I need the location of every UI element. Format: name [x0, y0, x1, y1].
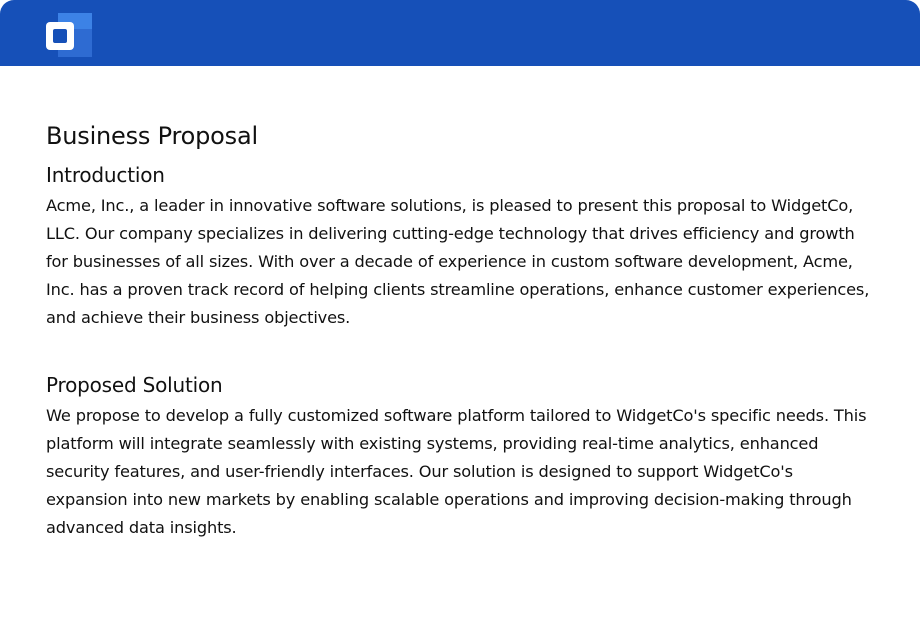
- document-body: [46, 120, 876, 542]
- app-header: [0, 0, 920, 66]
- section-proposed-solution: [46, 370, 876, 542]
- logo-inner-square: [53, 29, 67, 43]
- document-title: Business Proposal: [46, 122, 258, 150]
- section-paragraph: Acme, Inc., a leader in innovative software solutions, is pleased to present this proposal to WidgetCo, LLC. Our company specializes in delivering cutting-edge technology that drives efficiency and growth for businesses of all sizes. With over a decade of experience in custom software development, Acme, Inc. has a proven track record of helping clients streamline operations, enhance customer experiences, and achieve their business objectives.: [46, 196, 870, 327]
- section-heading: Proposed Solution: [46, 373, 223, 397]
- section-introduction: [46, 160, 876, 332]
- app-logo-icon[interactable]: [46, 13, 94, 57]
- section-paragraph: We propose to develop a fully customized software platform tailored to WidgetCo's specific needs. This platform will integrate seamlessly with existing systems, providing real-time analytics, enhanced security features, and user-friendly interfaces. Our solution is designed to support WidgetCo's expansion into new markets by enabling scalable operations and improving decision-making through advanced data insights.: [46, 406, 867, 537]
- section-heading: Introduction: [46, 163, 165, 187]
